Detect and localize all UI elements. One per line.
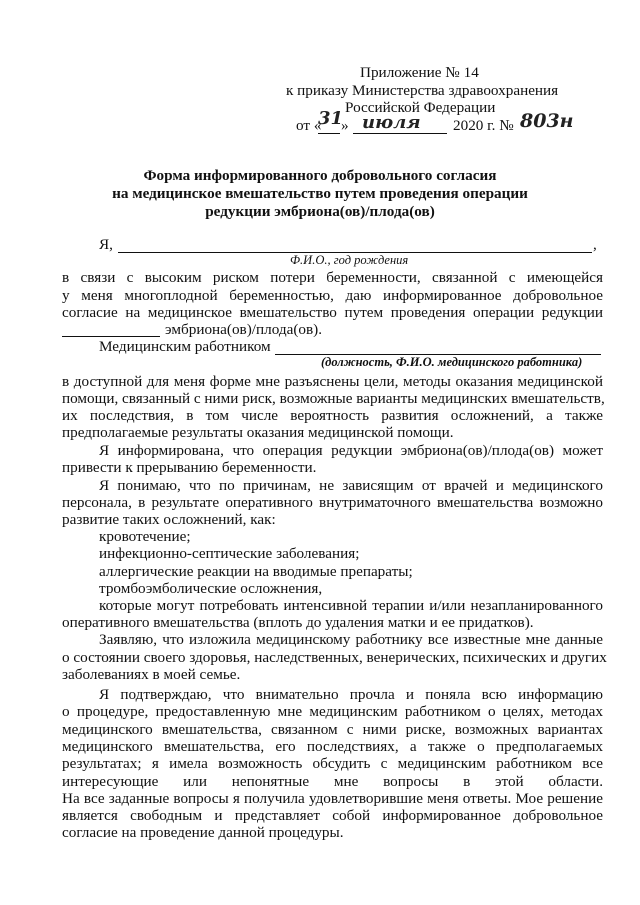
- order-number-handwritten: 803н: [520, 110, 574, 132]
- form-title-line-3: редукции эмбриона(ов)/плода(ов): [205, 203, 435, 220]
- date-day-handwritten: 31: [318, 108, 344, 129]
- explained-line-1: в доступной для меня форме мне разъяснены цели, методы оказания медицинской: [62, 373, 603, 390]
- medical-worker-caption: (должность, Ф.И.О. медицинского работника): [321, 355, 583, 369]
- patient-field-caption: Ф.И.О., год рождения: [290, 253, 409, 267]
- federation-line: Российской Федерации: [345, 99, 496, 116]
- confirm-line-4: медицинского вмешательства, его последствиях, а также о предполагаемых: [62, 738, 603, 755]
- confirm-line-6: интересующие или непонятные мне вопросы в этой области.: [62, 773, 603, 790]
- form-title-line-2: на медицинское вмешательство путем проведения операции: [112, 185, 528, 202]
- patient-comma: ,: [593, 236, 597, 253]
- date-month-underline: [353, 133, 447, 134]
- complication-item: аллергические реакции на вводимые препараты;: [99, 563, 413, 580]
- patient-pronoun: Я,: [99, 236, 113, 253]
- therapy-line-2: оперативного вмешательства (вплоть до удаления матки и ее придатков).: [62, 614, 534, 631]
- confirm-line-7: На все заданные вопросы я получила удовлетворившие меня ответы. Мое решение: [62, 790, 603, 807]
- confirm-line-2: о процедуре, предоставленную мне медицинским работником о целях, методах: [62, 703, 603, 720]
- intro-line-2: у меня многоплодной беременностью, даю информированное добровольное: [62, 287, 603, 304]
- therapy-line-1: которые могут потребовать интенсивной терапии и/или незапланированного: [99, 597, 603, 614]
- complication-item: инфекционно-септические заболевания;: [99, 545, 360, 562]
- confirm-line-3: медицинского вмешательства, связанном с ними риске, возможных вариантах: [62, 721, 603, 738]
- explained-line-4: предполагаемые результаты оказания медицинской помощи.: [62, 424, 454, 441]
- confirm-line-1: Я подтверждаю, что внимательно прочла и поняла всю информацию: [99, 686, 603, 703]
- complication-item: тромбоэмболические осложнения,: [99, 580, 323, 597]
- understand-line-1: Я понимаю, что по причинам, не зависящим от врачей и медицинского: [99, 477, 603, 494]
- explained-line-2: помощи, связанный с ними риск, возможные варианты медицинских вмешательств,: [62, 390, 605, 407]
- embryo-count-field[interactable]: [62, 336, 160, 337]
- declare-line-3: заболеваниях в моей семье.: [62, 666, 241, 683]
- date-close-quote: »: [341, 117, 349, 134]
- complication-item: кровотечение;: [99, 528, 191, 545]
- intro-line-3: согласие на медицинское вмешательство путем проведения операции редукции: [62, 304, 603, 321]
- intro-line-1: в связи с высоким риском потери беременности, связанной с имеющейся: [62, 269, 603, 286]
- declare-line-2: о состоянии своего здоровья, наследственных, венерических, психических и других: [62, 649, 607, 666]
- declare-line-1: Заявляю, что изложила медицинскому работнику все известные мне данные: [99, 631, 603, 648]
- medical-worker-label: Медицинским работником: [99, 338, 271, 355]
- date-prefix: от «: [296, 117, 322, 134]
- confirm-line-9: согласие на проведение данной процедуры.: [62, 824, 344, 841]
- informed-line-1: Я информирована, что операция редукции эмбриона(ов)/плода(ов) может: [99, 442, 603, 459]
- explained-line-3: их последствия, в том числе вероятность развития осложнений, а также: [62, 407, 603, 424]
- confirm-line-8: является свободным и представляет собой информированное добровольное: [62, 807, 603, 824]
- understand-line-3: развитие таких осложнений, как:: [62, 511, 276, 528]
- understand-line-2: персонала, в результате оперативного внутриматочного вмешательства возможно: [62, 494, 603, 511]
- confirm-line-5: результатах; я имела возможность обсудить с медицинским работником все: [62, 755, 603, 772]
- informed-line-2: привести к прерыванию беременности.: [62, 459, 317, 476]
- date-day-underline: [318, 133, 340, 134]
- order-reference: к приказу Министерства здравоохранения: [286, 82, 559, 99]
- appendix-number: Приложение № 14: [360, 64, 479, 81]
- date-month-handwritten: июля: [362, 112, 421, 133]
- intro-line-4: эмбриона(ов)/плода(ов).: [165, 321, 323, 338]
- date-year: 2020 г. №: [453, 117, 514, 134]
- form-title-line-1: Форма информированного добровольного согласия: [143, 167, 497, 184]
